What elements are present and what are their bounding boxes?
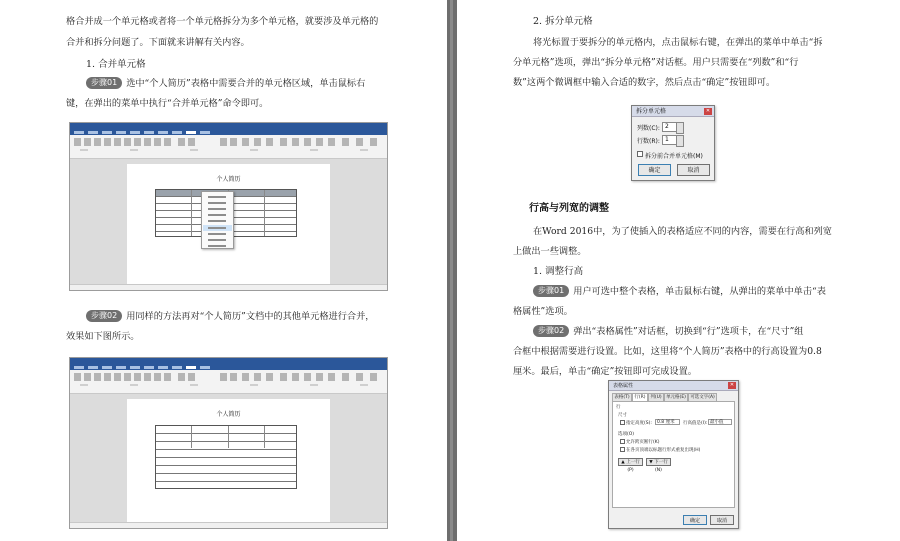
props-tabs (612, 393, 735, 401)
tab-table[interactable]: 表格(T) (612, 393, 632, 401)
r-step02-badge: 步骤02 (533, 325, 569, 337)
context-menu (201, 191, 234, 249)
ok-button[interactable]: 确定 (638, 164, 671, 176)
options-label: 选项(O) (618, 432, 635, 437)
split-cells-dialog (631, 105, 715, 181)
r-step01-badge: 步骤01 (533, 285, 569, 297)
split-line-3: 数”这两个微调框中输入合适的数字，然后点击“确定”按钮即可。 (513, 77, 776, 88)
allow-break-label: 允许跨页断行(K) (626, 440, 660, 445)
size-label: 尺寸 (618, 413, 627, 418)
row-height-input[interactable]: 0.8 厘米 (655, 419, 680, 425)
step02-text: 用同样的方法再对“个人简历”文档中的其他单元格进行合并， (126, 311, 375, 322)
step02-line-2: 效果如下图所示。 (66, 331, 140, 342)
r-step02-line-3: 厘米。最后，单击“确定”按钮即可完成设置。 (513, 366, 697, 377)
step02-badge: 步骤02 (86, 310, 122, 322)
height-rule-label: 行高值是(I): (683, 421, 708, 426)
tab-column[interactable]: 列(U) (648, 393, 664, 401)
next-row-button[interactable]: ▼ 下一行(N) (646, 458, 671, 466)
right-page (457, 0, 900, 541)
doc-title: 个人简历 (216, 176, 241, 183)
merge-before-split-checkbox[interactable] (637, 151, 643, 157)
props-dialog-title: 表格属性 (609, 381, 738, 391)
word-screenshot-merge (69, 122, 388, 291)
section-split-heading: 2. 拆分单元格 (533, 16, 593, 27)
word-ribbon (70, 135, 387, 159)
word-page (127, 164, 330, 284)
table-properties-dialog (608, 380, 739, 529)
section-row-height-heading: 1. 调整行高 (533, 266, 584, 277)
merged-table (155, 425, 297, 489)
r-step02-line-1 (533, 322, 804, 342)
tab-cell[interactable]: 单元格(E) (664, 393, 688, 401)
intro-line-1: 格合并成一个单元格或者将一个单元格拆分为多个单元格，就要涉及单元格的 (66, 16, 379, 27)
rows-label: 行数(R): (637, 138, 660, 145)
row-group-label: 行 (616, 405, 621, 410)
intro-line-2: 合并和拆分问题了。下面就来讲解有关内容。 (66, 37, 250, 48)
allow-break-checkbox[interactable] (620, 439, 625, 444)
r-step02-line-2: 合框中根据需要进行设置。比如，这里将“个人简历”表格中的行高设置为0.8 (513, 346, 822, 357)
cancel-button[interactable]: 取消 (677, 164, 710, 176)
r-step01-text: 用户可选中整个表格，单击鼠标右键，从弹出的菜单中单击“表 (573, 286, 826, 297)
step02-line-1 (86, 307, 374, 327)
r-step01-line-2: 格属性”选项。 (513, 306, 573, 317)
rows-spinner[interactable]: 1 (662, 135, 684, 145)
split-line-2: 分单元格”选项，弹出“拆分单元格”对话框。用户只需要在“列数”和“行 (513, 57, 799, 68)
cols-spinner[interactable]: 2 (662, 122, 684, 132)
adjust-line-2: 上做出一些调整。 (513, 246, 587, 257)
word-titlebar (70, 123, 387, 130)
close-icon[interactable]: ✕ (705, 108, 711, 114)
adjust-line-1: 在Word 2016中，为了使插入的表格适应不同的内容，需要在行高和列宽 (533, 226, 832, 237)
r-step02-text: 弹出“表格属性”对话框，切换到“行”选项卡，在“尺寸”组 (573, 326, 804, 337)
word-screenshot-merged (69, 357, 388, 529)
word-document-area (70, 159, 387, 284)
step01-text: 选中“个人简历”表格中需要合并的单元格区域，单击鼠标右 (126, 78, 366, 89)
step01-badge: 步骤01 (86, 77, 122, 89)
step01-line-1 (86, 74, 365, 94)
specify-height-checkbox[interactable] (620, 420, 625, 425)
row-tab-panel (612, 401, 735, 508)
merge-before-split-label: 拆分前合并单元格(M) (645, 153, 703, 160)
height-rule-select[interactable]: 最小值 (708, 419, 732, 425)
cols-label: 列数(C): (637, 125, 660, 132)
tab-alt-text[interactable]: 可选文字(A) (688, 393, 717, 401)
props-ok-button[interactable]: 确定 (683, 515, 707, 525)
page-gutter-line (450, 0, 453, 541)
previous-row-button[interactable]: ▲ 上一行(P) (618, 458, 643, 466)
r-step01-line-1 (533, 282, 826, 302)
word-page-2 (127, 399, 330, 522)
close-icon[interactable]: ✕ (729, 382, 735, 388)
repeat-header-label: 在各页顶端以标题行形式重复出现(H) (626, 448, 701, 453)
props-cancel-button[interactable]: 取消 (710, 515, 734, 525)
doc-title-2: 个人简历 (216, 411, 241, 418)
split-dialog-title: 拆分单元格 (632, 106, 714, 117)
repeat-header-checkbox[interactable] (620, 447, 625, 452)
row-col-heading: 行高与列宽的调整 (529, 203, 609, 214)
section-merge-heading: 1. 合并单元格 (86, 59, 146, 70)
split-line-1: 将光标置于要拆分的单元格内，点击鼠标右键，在弹出的菜单中单击“拆 (533, 37, 823, 48)
word-statusbar (70, 284, 387, 290)
step01-line-2: 键，在弹出的菜单中执行“合并单元格”命令即可。 (66, 98, 269, 109)
specify-height-label: 指定高度(S): (626, 421, 652, 426)
left-page (0, 0, 447, 541)
tab-row[interactable]: 行(R) (632, 393, 648, 401)
